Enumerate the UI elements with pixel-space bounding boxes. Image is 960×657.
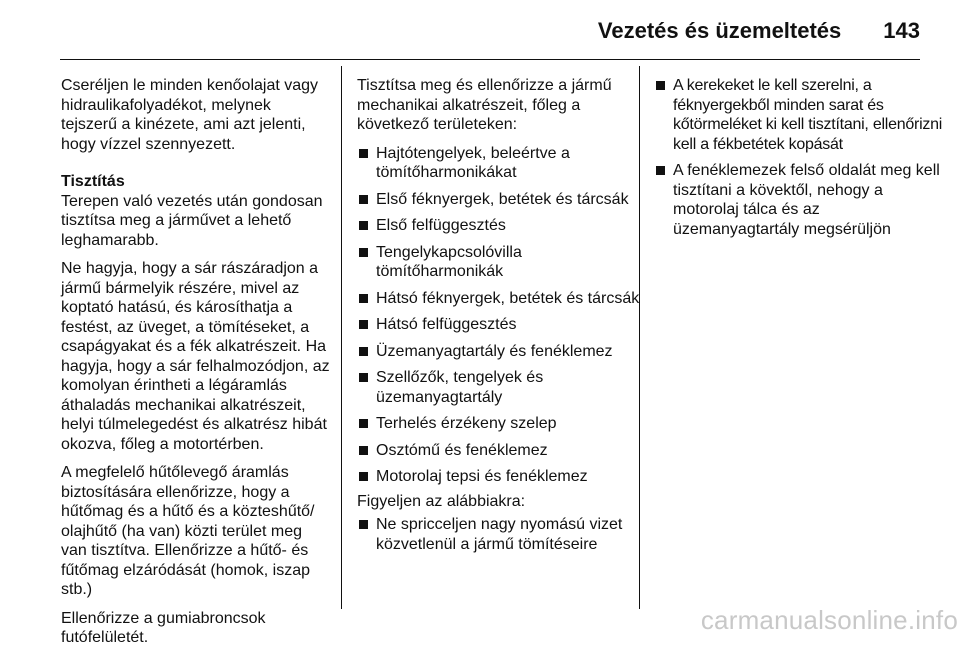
list-item: A kerekeket le kell szerelni, a féknyergekből minden sarat és kőtörmeléket ki kell tisztítani, ellenőrizni kell a fékbetétek kopását	[656, 76, 946, 154]
list-item: Terhelés érzékeny szelep	[359, 414, 642, 434]
page-header	[598, 18, 920, 44]
paragraph: A megfelelő hűtőlevegő áramlás biztosítására ellenőrizze, hogy a hűtőmag és a hűtő és a közteshűtő/ olajhűtő (ha van) közti terület meg van tisztítva. Ellenőrizze a hűtő- és fűtőmag elzáródását (homok, iszap stb.)	[61, 464, 315, 598]
list-item: Motorolaj tepsi és fenéklemez	[359, 467, 642, 487]
bullet-icon	[359, 419, 368, 428]
column-1	[61, 76, 331, 657]
column-3	[656, 76, 946, 246]
page-title: Vezetés és üzemeltetés	[597, 18, 842, 43]
section-heading: Tisztítás	[61, 173, 125, 190]
paragraph: Ellenőrizze a gumiabroncsok futófelületét.	[61, 609, 266, 646]
list-item: Ne spricceljen nagy nyomású vizet közvetlenül a jármű tömítéseire	[359, 515, 642, 554]
intro-paragraph: Cseréljen le minden kenőolajat vagy hidraulikafolyadékot, melynek tejszerű a kinézete, ami azt jelenti, hogy vízzel szennyezett.	[61, 77, 319, 153]
bullet-icon	[359, 347, 368, 356]
header-rule	[60, 59, 920, 60]
list-item: Szellőzők, tengelyek és üzemanyagtartály	[359, 368, 642, 407]
bullet-icon	[359, 248, 368, 257]
watermark: carmanualsonline.info	[700, 605, 958, 635]
list-item: Osztómű és fenéklemez	[359, 441, 642, 461]
list-item: Tengelykapcsolóvilla tömítőharmonikák	[359, 243, 642, 282]
bullet-icon	[359, 149, 368, 158]
paragraph: Ne hagyja, hogy a sár rászáradjon a jármű bármelyik részére, mivel az koptató hatású, és károsíthatja a festést, az üveget, a tömítéseket, a csapágyakat és a fék alkatrészeit. Ha hagyja, hogy a sár felhalmozódjon, az komolyan érintheti a légáramlás áthaladás mechanikai alkatrészeit, helyi túlmelegedést és alkatrész hibát okozva, főleg a motortérben.	[61, 260, 330, 453]
list-item: Első féknyergek, betétek és tárcsák	[359, 190, 642, 210]
bullet-icon	[359, 294, 368, 303]
paragraph: Terepen való vezetés után gondosan tisztítsa meg a járművet a lehető leghamarabb.	[61, 192, 323, 249]
note-intro: Figyeljen az alábbiakra:	[357, 492, 526, 510]
note-list-continued	[656, 76, 946, 239]
column-2	[357, 76, 642, 561]
bullet-icon	[359, 472, 368, 481]
note-list	[359, 515, 642, 554]
list-item: Hajtótengelyek, beleértve a tömítőharmonikákat	[359, 144, 642, 183]
bullet-icon	[359, 373, 368, 382]
list-item: A fenéklemezek felső oldalát meg kell tisztítani a kövektől, nehogy a motorolaj tálca és az üzemanyagtartály megsérüljön	[656, 161, 946, 239]
page-number: 143	[883, 18, 920, 43]
bullet-icon	[359, 195, 368, 204]
bullet-icon	[359, 446, 368, 455]
list-item: Hátsó féknyergek, betétek és tárcsák	[359, 289, 642, 309]
bullet-icon	[359, 520, 368, 529]
bullet-icon	[656, 81, 665, 90]
bullet-icon	[359, 221, 368, 230]
bullet-icon	[656, 166, 665, 175]
list-item: Üzemanyagtartály és fenéklemez	[359, 342, 642, 362]
bullet-icon	[359, 320, 368, 329]
list-item: Hátsó felfüggesztés	[359, 315, 642, 335]
list-item: Első felfüggesztés	[359, 216, 642, 236]
column-divider-1	[341, 66, 342, 609]
inspection-list	[359, 144, 642, 487]
intro-paragraph: Tisztítsa meg és ellenőrizze a jármű mechanikai alkatrészeit, főleg a következő területeken:	[357, 77, 612, 133]
